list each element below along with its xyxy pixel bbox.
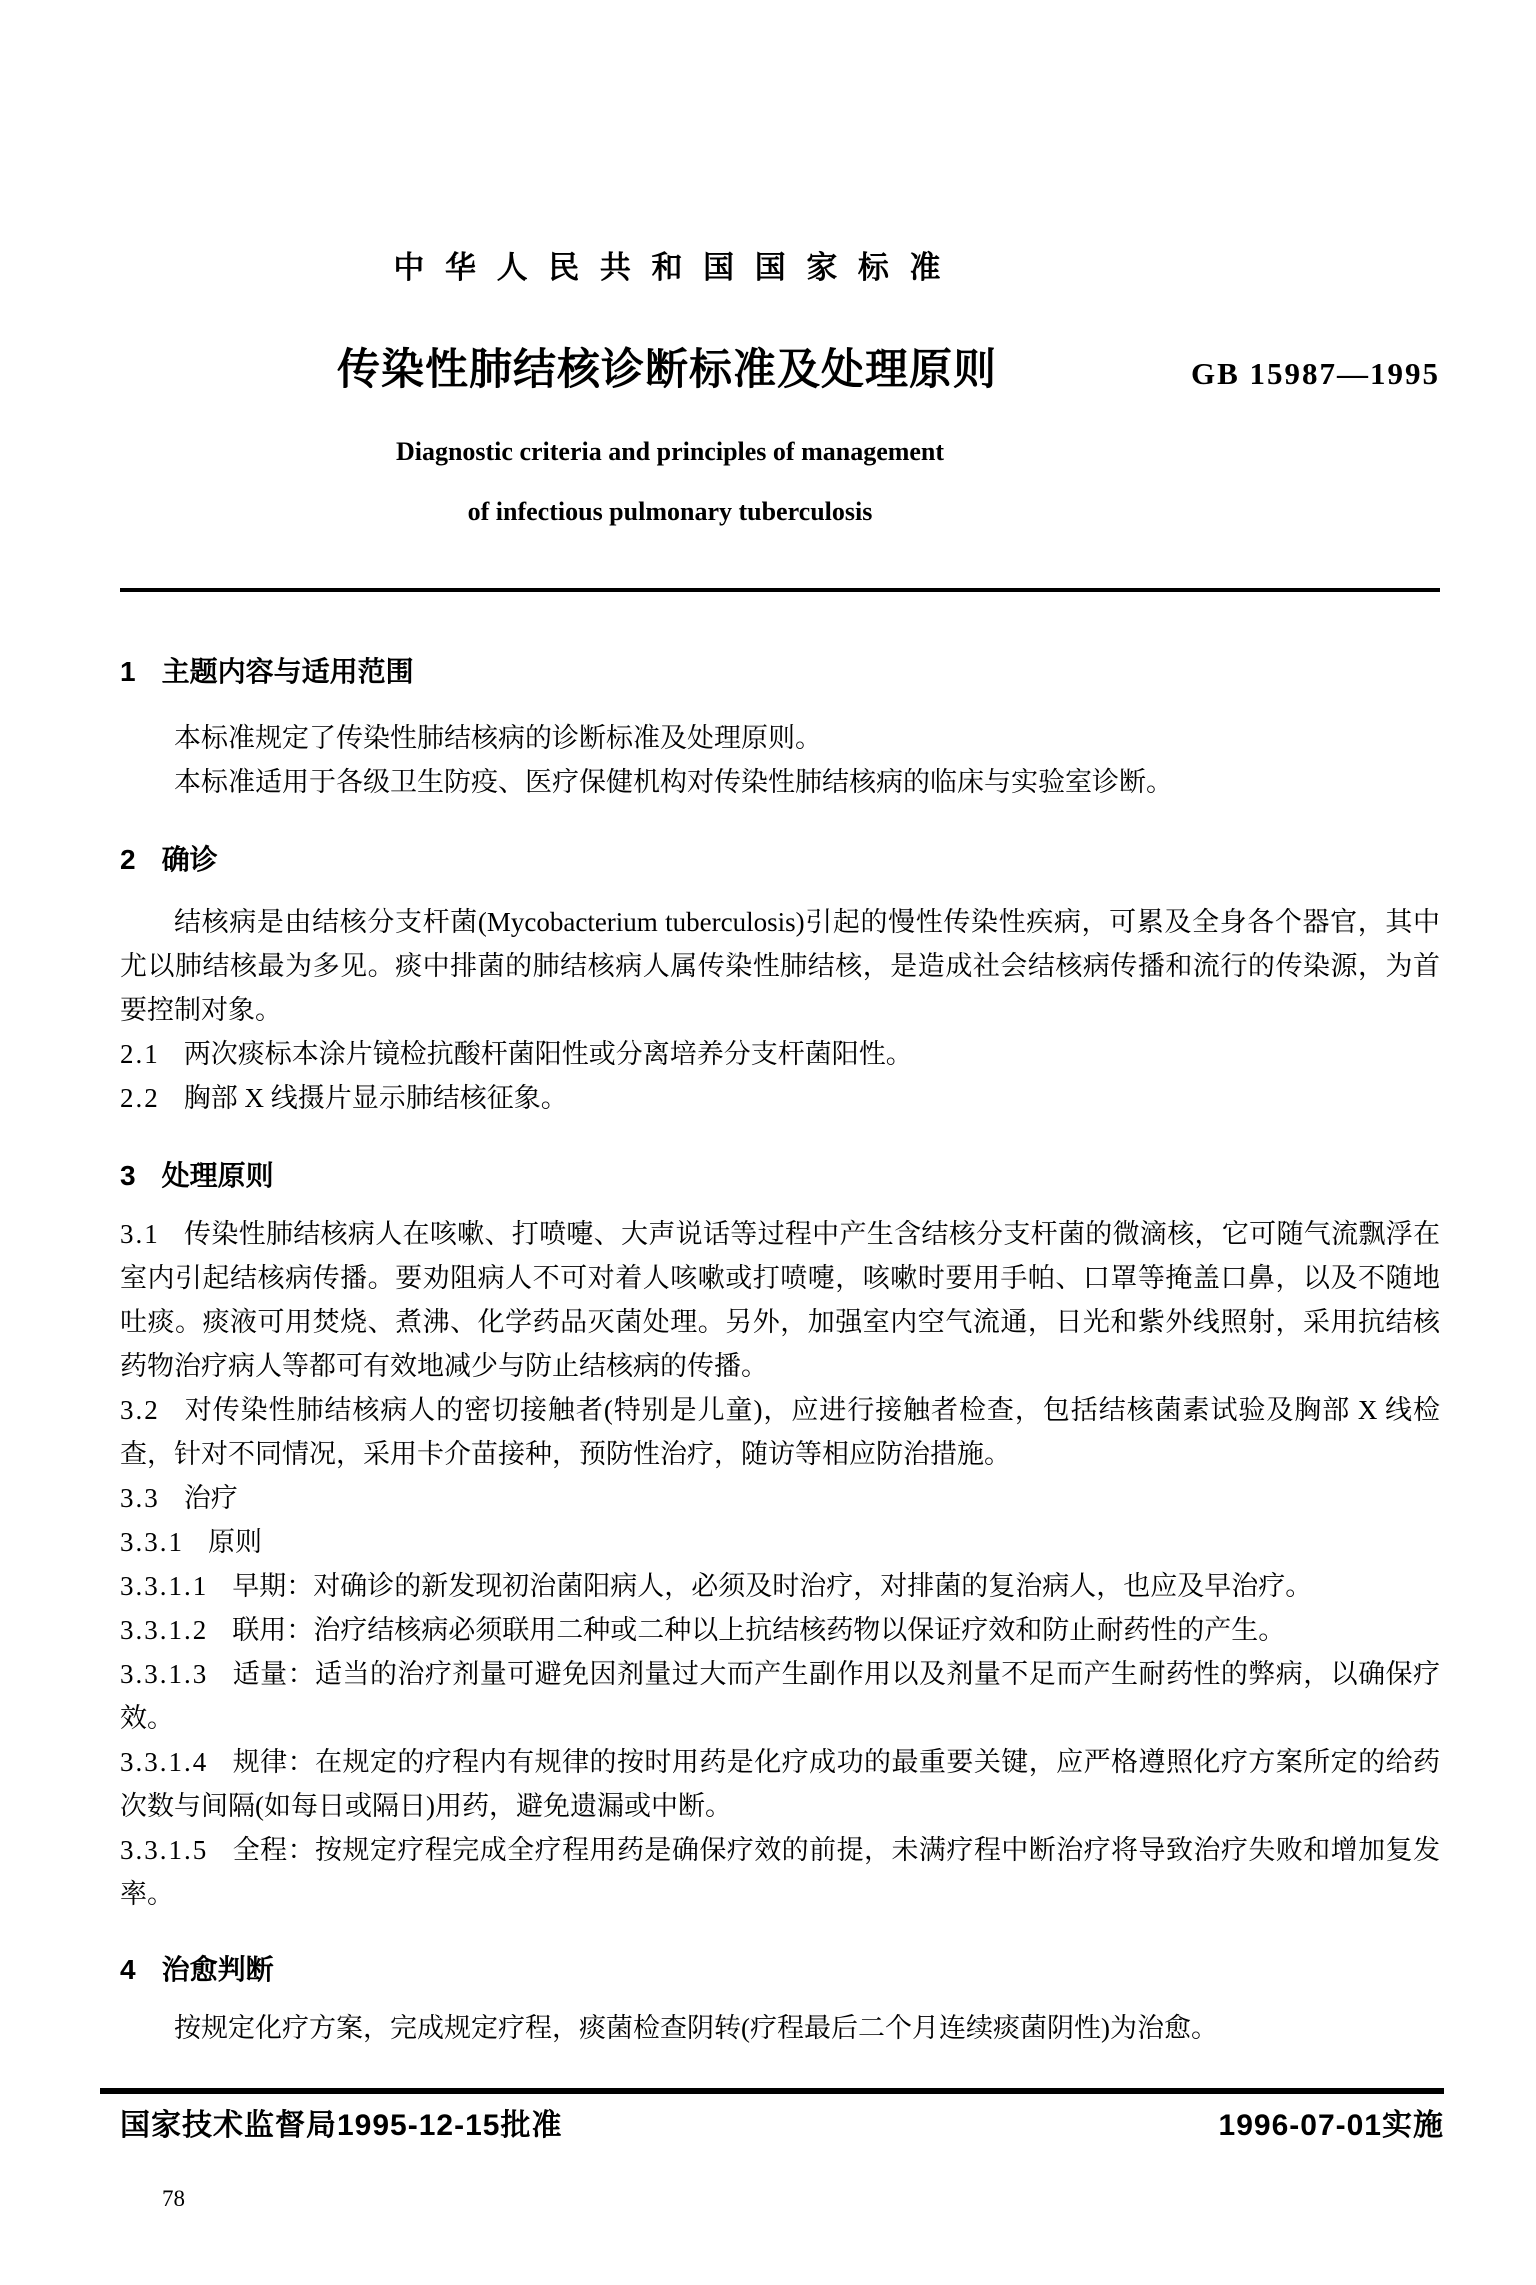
clause-3-3-1-1 <box>120 1564 1440 1608</box>
clause-text: 治疗 <box>183 1483 238 1513</box>
footer-row <box>100 2100 1444 2144</box>
clause-3-3 <box>120 1476 1440 1520</box>
title-row <box>120 342 1440 398</box>
clause-3-3-1-4 <box>120 1740 1440 1828</box>
clause-text: 全程：按规定疗程完成全疗程用药是确保疗效的前提，未满疗程中断治疗将导致治疗失败和增加复发率。 <box>120 1835 1440 1909</box>
clause-3-3-1-3 <box>120 1652 1440 1740</box>
implementation-text: 1996-07-01实施 <box>1218 2109 1444 2142</box>
section-number: 1 <box>120 656 136 687</box>
clause-number: 2.2 <box>120 1083 160 1113</box>
clause-number: 3.3.1.2 <box>120 1615 209 1645</box>
document-header <box>120 248 1440 592</box>
section-number: 2 <box>120 844 136 875</box>
footer-rule <box>100 2088 1444 2094</box>
section-3-heading <box>120 1156 1440 1196</box>
clause-3-1 <box>120 1212 1440 1388</box>
section-title: 主题内容与适用范围 <box>161 656 414 687</box>
section-3 <box>120 1156 1440 1916</box>
clause-number: 3.3 <box>120 1483 160 1513</box>
paragraph: 本标准适用于各级卫生防疫、医疗保健机构对传染性肺结核病的临床与实验室诊断。 <box>174 767 1173 797</box>
document-title-en-line2: of infectious pulmonary tuberculosis <box>467 497 873 526</box>
section-number: 4 <box>120 1954 136 1985</box>
section-number: 3 <box>120 1160 136 1191</box>
clause-2-2 <box>120 1076 1440 1120</box>
clause-number: 2.1 <box>120 1039 160 1069</box>
clause-3-3-1-2 <box>120 1608 1440 1652</box>
clause-3-3-1 <box>120 1520 1440 1564</box>
standard-code: GB 15987—1995 <box>1190 356 1440 391</box>
section-1 <box>120 652 1440 804</box>
section-title: 治愈判断 <box>161 1954 274 1985</box>
document-footer <box>100 2088 1444 2144</box>
clause-text: 原则 <box>208 1527 262 1557</box>
clause-number: 3.2 <box>120 1395 160 1425</box>
section-2 <box>120 840 1440 1120</box>
clause-3-3-1-5 <box>120 1828 1440 1916</box>
section-title: 处理原则 <box>161 1160 274 1191</box>
section-title: 确诊 <box>161 844 218 875</box>
clause-text: 对传染性肺结核病人的密切接触者(特别是儿童)，应进行接触者检查，包括结核菌素试验及胸部 X 线检查，针对不同情况，采用卡介苗接种，预防性治疗，随访等相应防治措施。 <box>120 1395 1440 1469</box>
national-standard-label: 中 华 人 民 共 和 国 国 家 标 准 <box>393 250 947 285</box>
clause-text: 适量：适当的治疗剂量可避免因剂量过大而产生副作用以及剂量不足而产生耐药性的弊病，以确保疗效。 <box>120 1659 1440 1733</box>
clause-number: 3.3.1.5 <box>120 1835 209 1865</box>
paragraph: 结核病是由结核分支杆菌(Mycobacterium tuberculosis)引起的慢性传染性疾病，可累及全身各个器官，其中尤以肺结核最为多见。痰中排菌的肺结核病人属传染性肺结核，是造成社会结核病传播和流行的传染源，为首要控制对象。 <box>120 907 1440 1025</box>
clause-number: 3.3.1.4 <box>120 1747 209 1777</box>
clause-text: 联用：治疗结核病必须联用二种或二种以上抗结核药物以保证疗效和防止耐药性的产生。 <box>232 1615 1286 1645</box>
clause-text: 早期：对确诊的新发现初治菌阳病人，必须及时治疗，对排菌的复治病人，也应及早治疗。 <box>232 1571 1313 1601</box>
header-rule <box>120 588 1440 592</box>
clause-number: 3.1 <box>120 1219 160 1249</box>
paragraph: 本标准规定了传染性肺结核病的诊断标准及处理原则。 <box>174 723 822 753</box>
document-title-cn: 传染性肺结核诊断标准及处理原则 <box>337 346 997 394</box>
section-4-heading <box>120 1950 1440 1990</box>
clause-number: 3.3.1.3 <box>120 1659 209 1689</box>
clause-3-2 <box>120 1388 1440 1476</box>
document-title-en-line1: Diagnostic criteria and principles of management <box>395 437 945 466</box>
approval-text: 国家技术监督局1995-12-15批准 <box>120 2109 563 2142</box>
clause-text: 两次痰标本涂片镜检抗酸杆菌阳性或分离培养分支杆菌阳性。 <box>183 1039 913 1069</box>
clause-text: 传染性肺结核病人在咳嗽、打喷嚏、大声说话等过程中产生含结核分支杆菌的微滴核，它可随气流飘浮在室内引起结核病传播。要劝阻病人不可对着人咳嗽或打喷嚏，咳嗽时要用手帕、口罩等掩盖口鼻，以及不随地吐痰。痰液可用焚烧、煮沸、化学药品灭菌处理。另外，加强室内空气流通，日光和紫外线照射，采用抗结核药物治疗病人等都可有效地减少与防止结核病的传播。 <box>120 1219 1440 1381</box>
clause-number: 3.3.1.1 <box>120 1571 209 1601</box>
clause-number: 3.3.1 <box>120 1527 184 1557</box>
clause-text: 规律：在规定的疗程内有规律的按时用药是化疗成功的最重要关键，应严格遵照化疗方案所定的给药次数与间隔(如每日或隔日)用药，避免遗漏或中断。 <box>120 1747 1440 1821</box>
clause-2-1 <box>120 1032 1440 1076</box>
page-number: 78 <box>162 2186 185 2211</box>
paragraph: 按规定化疗方案，完成规定疗程，痰菌检查阴转(疗程最后二个月连续痰菌阴性)为治愈。 <box>174 2013 1218 2043</box>
section-1-heading <box>120 652 1440 692</box>
section-4 <box>120 1950 1440 2050</box>
section-2-heading <box>120 840 1440 880</box>
clause-text: 胸部 X 线摄片显示肺结核征象。 <box>183 1083 568 1113</box>
